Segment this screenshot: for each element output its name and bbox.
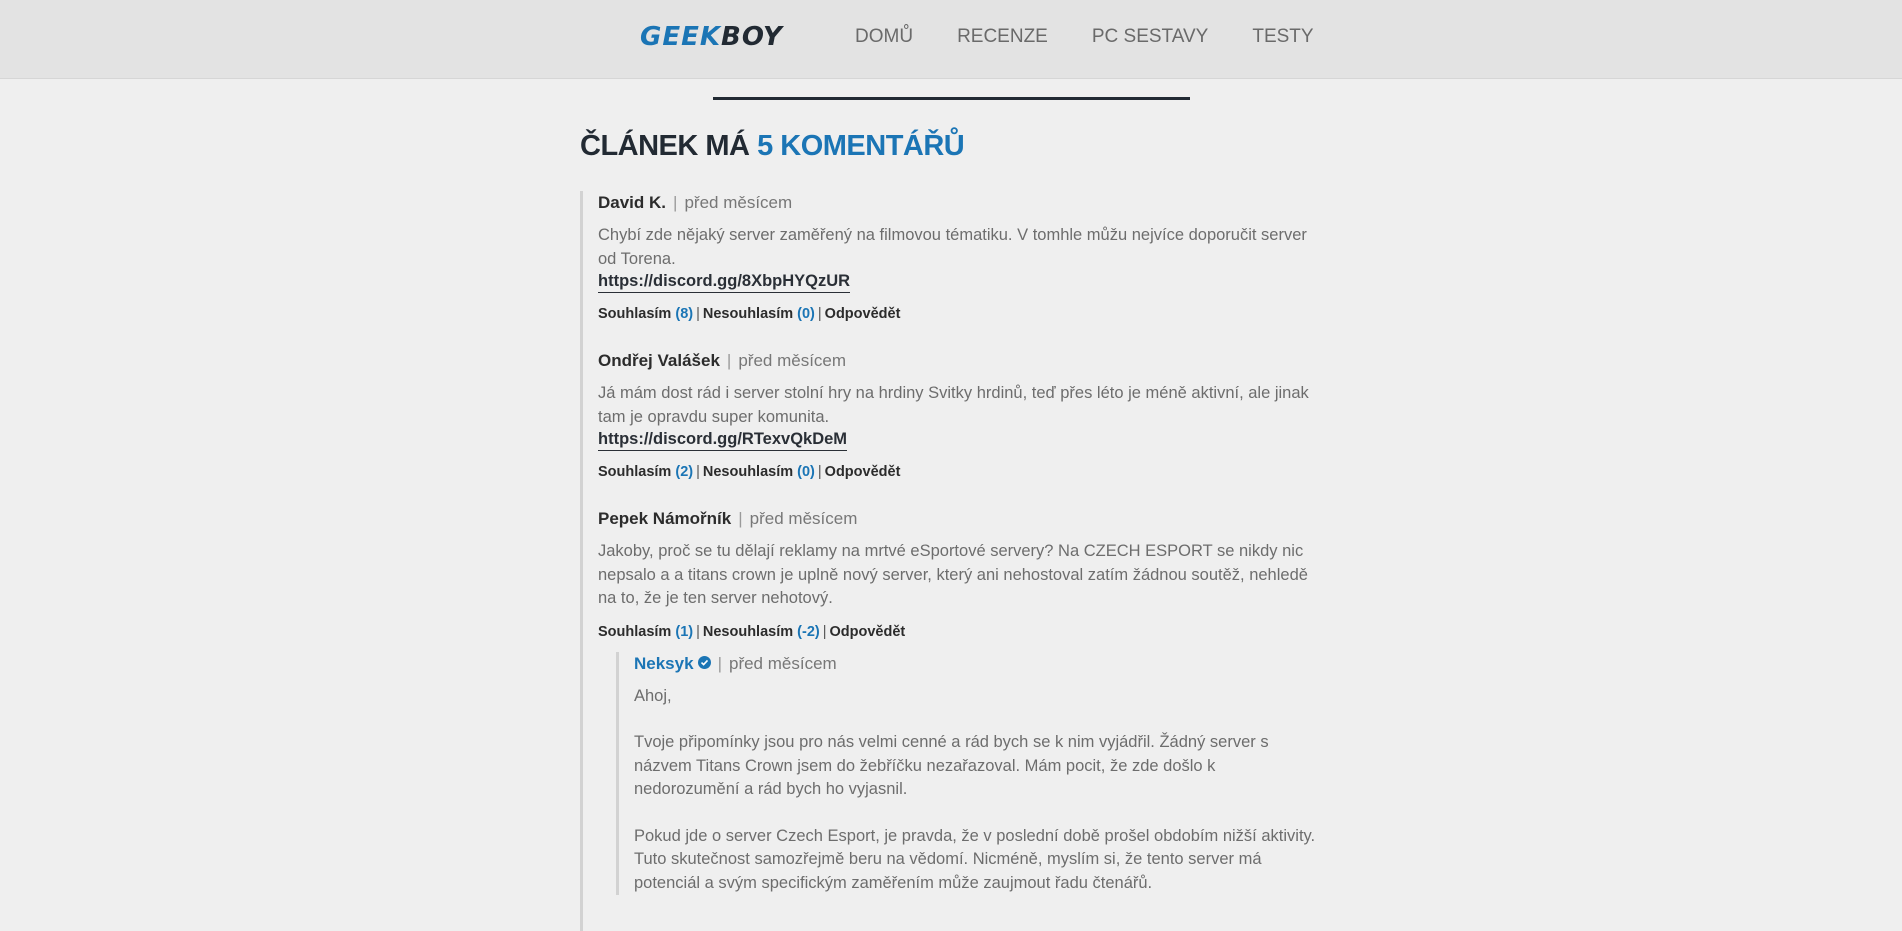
reply-paragraph: Tvoje připomínky jsou pro nás velmi cenné a rád bych se k nim vyjádřil. Žádný server s názvem Titans Crown jsem do žebříčku nezařazoval. Mám pocit, že zde došlo k nedorozumění a rád bych ho vyjasnil. (634, 733, 1269, 798)
comment-text: Chybí zde nějaký server zaměřený na filmovou tématiku. V tomhle můžu nejvíce doporučit server od Torena. (598, 226, 1307, 268)
header-separator: | (717, 653, 722, 673)
agree-label: Souhlasím (598, 623, 672, 640)
agree-button[interactable] (598, 624, 693, 640)
action-separator: | (696, 623, 700, 640)
agree-count: (2) (675, 464, 694, 480)
disagree-button[interactable] (703, 624, 820, 640)
reply-header (634, 652, 1325, 676)
comment-link[interactable]: https://discord.gg/RTexvQkDeM (598, 429, 847, 451)
comment-time: před měsícem (684, 193, 793, 212)
nav-item-testy[interactable]: TESTY (1252, 26, 1314, 47)
comment-author: David K. (598, 193, 667, 212)
reply-paragraph: Pokud jde o server Czech Esport, je pravda, že v poslední době prošel obdobím nižší aktivity. Tuto skutečnost samozřejmě beru na vědomí. Nicméně, myslím si, že tento server má potenciál a svým specifickým zaměřením může zaujmout řadu čtenářů. (634, 826, 1316, 892)
disagree-count: (0) (797, 464, 815, 480)
section-divider (713, 97, 1190, 100)
comment-link[interactable]: https://discord.gg/8XbpHYQzUR (598, 271, 850, 293)
disagree-label: Nesouhlasím (702, 623, 794, 640)
comment-author: Ondřej Valášek (598, 351, 720, 370)
agree-button[interactable] (598, 306, 693, 322)
agree-count: (1) (675, 623, 694, 640)
comment-reply (616, 652, 1325, 896)
disagree-count: (0) (797, 306, 815, 322)
reply-time: před měsícem (728, 653, 837, 673)
comment-time: před měsícem (749, 509, 858, 528)
disagree-button[interactable] (703, 464, 815, 480)
comments-count: 5 KOMENTÁŘŮ (757, 130, 965, 162)
agree-count: (8) (675, 306, 694, 322)
comments-heading-prefix: ČLÁNEK MÁ (580, 130, 750, 162)
agree-label: Souhlasím (598, 464, 672, 480)
comment-item (598, 507, 1325, 895)
disagree-label: Nesouhlasím (702, 306, 794, 322)
top-navigation-bar (0, 0, 1902, 79)
comment-author: Pepek Námořník (598, 509, 732, 528)
action-separator: | (696, 306, 700, 322)
agree-label: Souhlasím (598, 306, 672, 322)
comments-heading (580, 128, 964, 164)
action-separator: | (817, 464, 822, 480)
disagree-button[interactable] (703, 306, 815, 322)
comment-header (598, 349, 1325, 373)
logo-geek: GEEK (640, 22, 722, 52)
action-separator: | (822, 623, 827, 640)
header-separator: | (726, 351, 732, 370)
comment-actions (598, 462, 1325, 482)
comment-actions (598, 622, 1325, 642)
header-separator: | (738, 509, 743, 528)
comment-text: Jakoby, proč se tu dělají reklamy na mrtvé eSportové servery? Na CZECH ESPORT se nikdy nic nepsalo a a titans crown je uplně nový server, který ani nehostoval zatím žádnou soutěž, nehledě na to, že je ten server nehotový. (598, 542, 1308, 607)
reply-author: Neksyk (634, 653, 694, 673)
agree-button[interactable] (598, 464, 693, 480)
comment-header (598, 507, 1325, 531)
comment-header (598, 191, 1325, 215)
logo-boy: BOY (721, 22, 783, 52)
comment-item (598, 349, 1325, 482)
comment-text: Já mám dost rád i server stolní hry na hrdiny Svitky hrdinů, teď přes léto je méně aktivní, ale jinak tam je opravdu super komunita. (598, 384, 1309, 426)
disagree-count: (-2) (797, 623, 820, 640)
disagree-label: Nesouhlasím (702, 464, 794, 480)
comment-item (598, 191, 1325, 324)
verified-check-icon (698, 656, 711, 669)
comments-list (580, 191, 1325, 931)
comment-time: před měsícem (738, 351, 847, 370)
nav-item-recenze[interactable]: RECENZE (957, 26, 1048, 47)
main-nav (855, 24, 1358, 50)
action-separator: | (696, 464, 700, 480)
reply-button[interactable]: Odpovědět (829, 623, 906, 640)
comment-actions (598, 304, 1325, 324)
reply-button[interactable]: Odpovědět (824, 306, 901, 322)
nav-item-pc-sestavy[interactable]: PC SESTAVY (1091, 26, 1209, 47)
action-separator: | (817, 306, 822, 322)
site-logo[interactable] (640, 20, 783, 54)
reply-paragraph: Ahoj, (634, 686, 672, 705)
nav-item-domu[interactable]: DOMŮ (855, 26, 914, 47)
reply-button[interactable]: Odpovědět (824, 464, 901, 480)
header-separator: | (673, 193, 678, 212)
